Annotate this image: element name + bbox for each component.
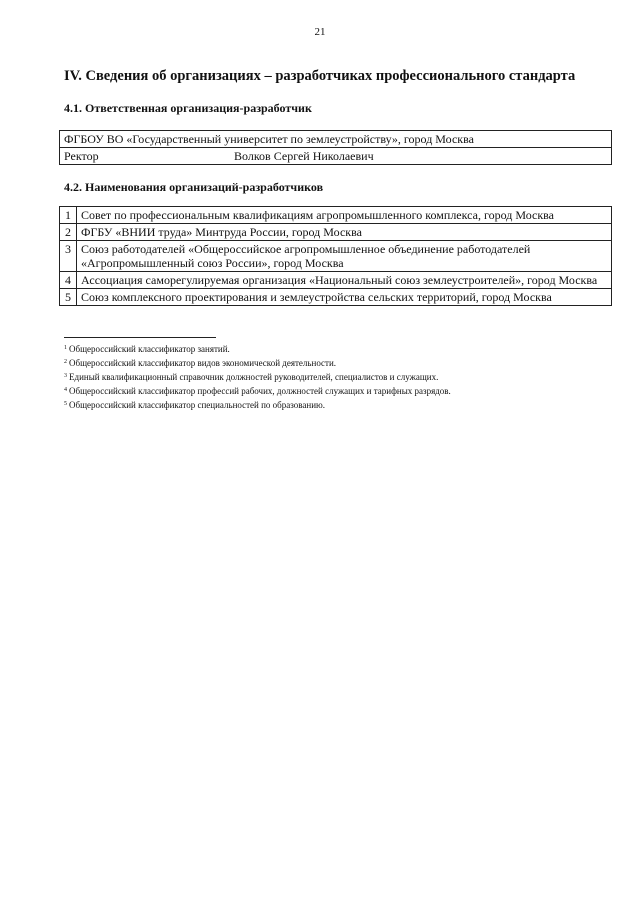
responsible-org-table [59, 130, 612, 165]
section-title: IV. Сведения об организациях – разработчиках профессионального стандарта [64, 68, 576, 84]
footnote-number: 5 [64, 401, 67, 407]
responsible-org-name: ФГБОУ ВО «Государственный университет по землеустройству», город Москва [60, 131, 612, 148]
table-row [60, 224, 612, 241]
footnote-number: 4 [64, 387, 67, 393]
page-number: 21 [314, 26, 326, 38]
responsible-position: Ректор [60, 148, 231, 165]
footnote [64, 356, 451, 370]
row-number: 5 [60, 289, 77, 306]
footnote-number: 1 [64, 345, 67, 351]
table-row [60, 207, 612, 224]
footnote-text: Общероссийский классификатор занятий. [69, 344, 230, 354]
footnotes-list [64, 342, 451, 412]
developer-orgs-heading: 4.2. Наименования организаций-разработчиков [64, 180, 324, 194]
footnote [64, 398, 451, 412]
footnote-number: 3 [64, 373, 67, 379]
footnote-text: Общероссийский классификатор специальностей по образованию. [69, 400, 325, 410]
footnote-text: Единый квалификационный справочник должностей руководителей, специалистов и служащих. [69, 372, 439, 382]
org-name: ФГБУ «ВНИИ труда» Минтруда России, город Москва [77, 224, 612, 241]
footnote-number: 2 [64, 359, 67, 365]
footnote-text: Общероссийский классификатор профессий рабочих, должностей служащих и тарифных разрядов. [69, 386, 451, 396]
footnote-text: Общероссийский классификатор видов экономической деятельности. [69, 358, 337, 368]
footnote [64, 342, 451, 356]
footnote-divider [64, 337, 216, 338]
org-name: Ассоциация саморегулируемая организация «Национальный союз землеустроителей», город Москва [77, 272, 612, 289]
responsible-org-heading: 4.1. Ответственная организация-разработчик [64, 101, 312, 115]
row-number: 2 [60, 224, 77, 241]
table-row [60, 289, 612, 306]
footnote [64, 370, 451, 384]
org-name: Совет по профессиональным квалификациям агропромышленного комплекса, город Москва [77, 207, 612, 224]
responsible-person: Волков Сергей Николаевич [230, 148, 612, 165]
row-number: 3 [60, 241, 77, 272]
table-row [60, 241, 612, 272]
org-name: Союз комплексного проектирования и землеустройства сельских территорий, город Москва [77, 289, 612, 306]
table-row [60, 272, 612, 289]
org-name: Союз работодателей «Общероссийское агропромышленное объединение работодателей «Агропромышленный союз России», город Москва [77, 241, 612, 272]
row-number: 1 [60, 207, 77, 224]
developer-orgs-table [59, 206, 612, 306]
table-row [60, 131, 612, 148]
row-number: 4 [60, 272, 77, 289]
footnote [64, 384, 451, 398]
table-row [60, 148, 612, 165]
